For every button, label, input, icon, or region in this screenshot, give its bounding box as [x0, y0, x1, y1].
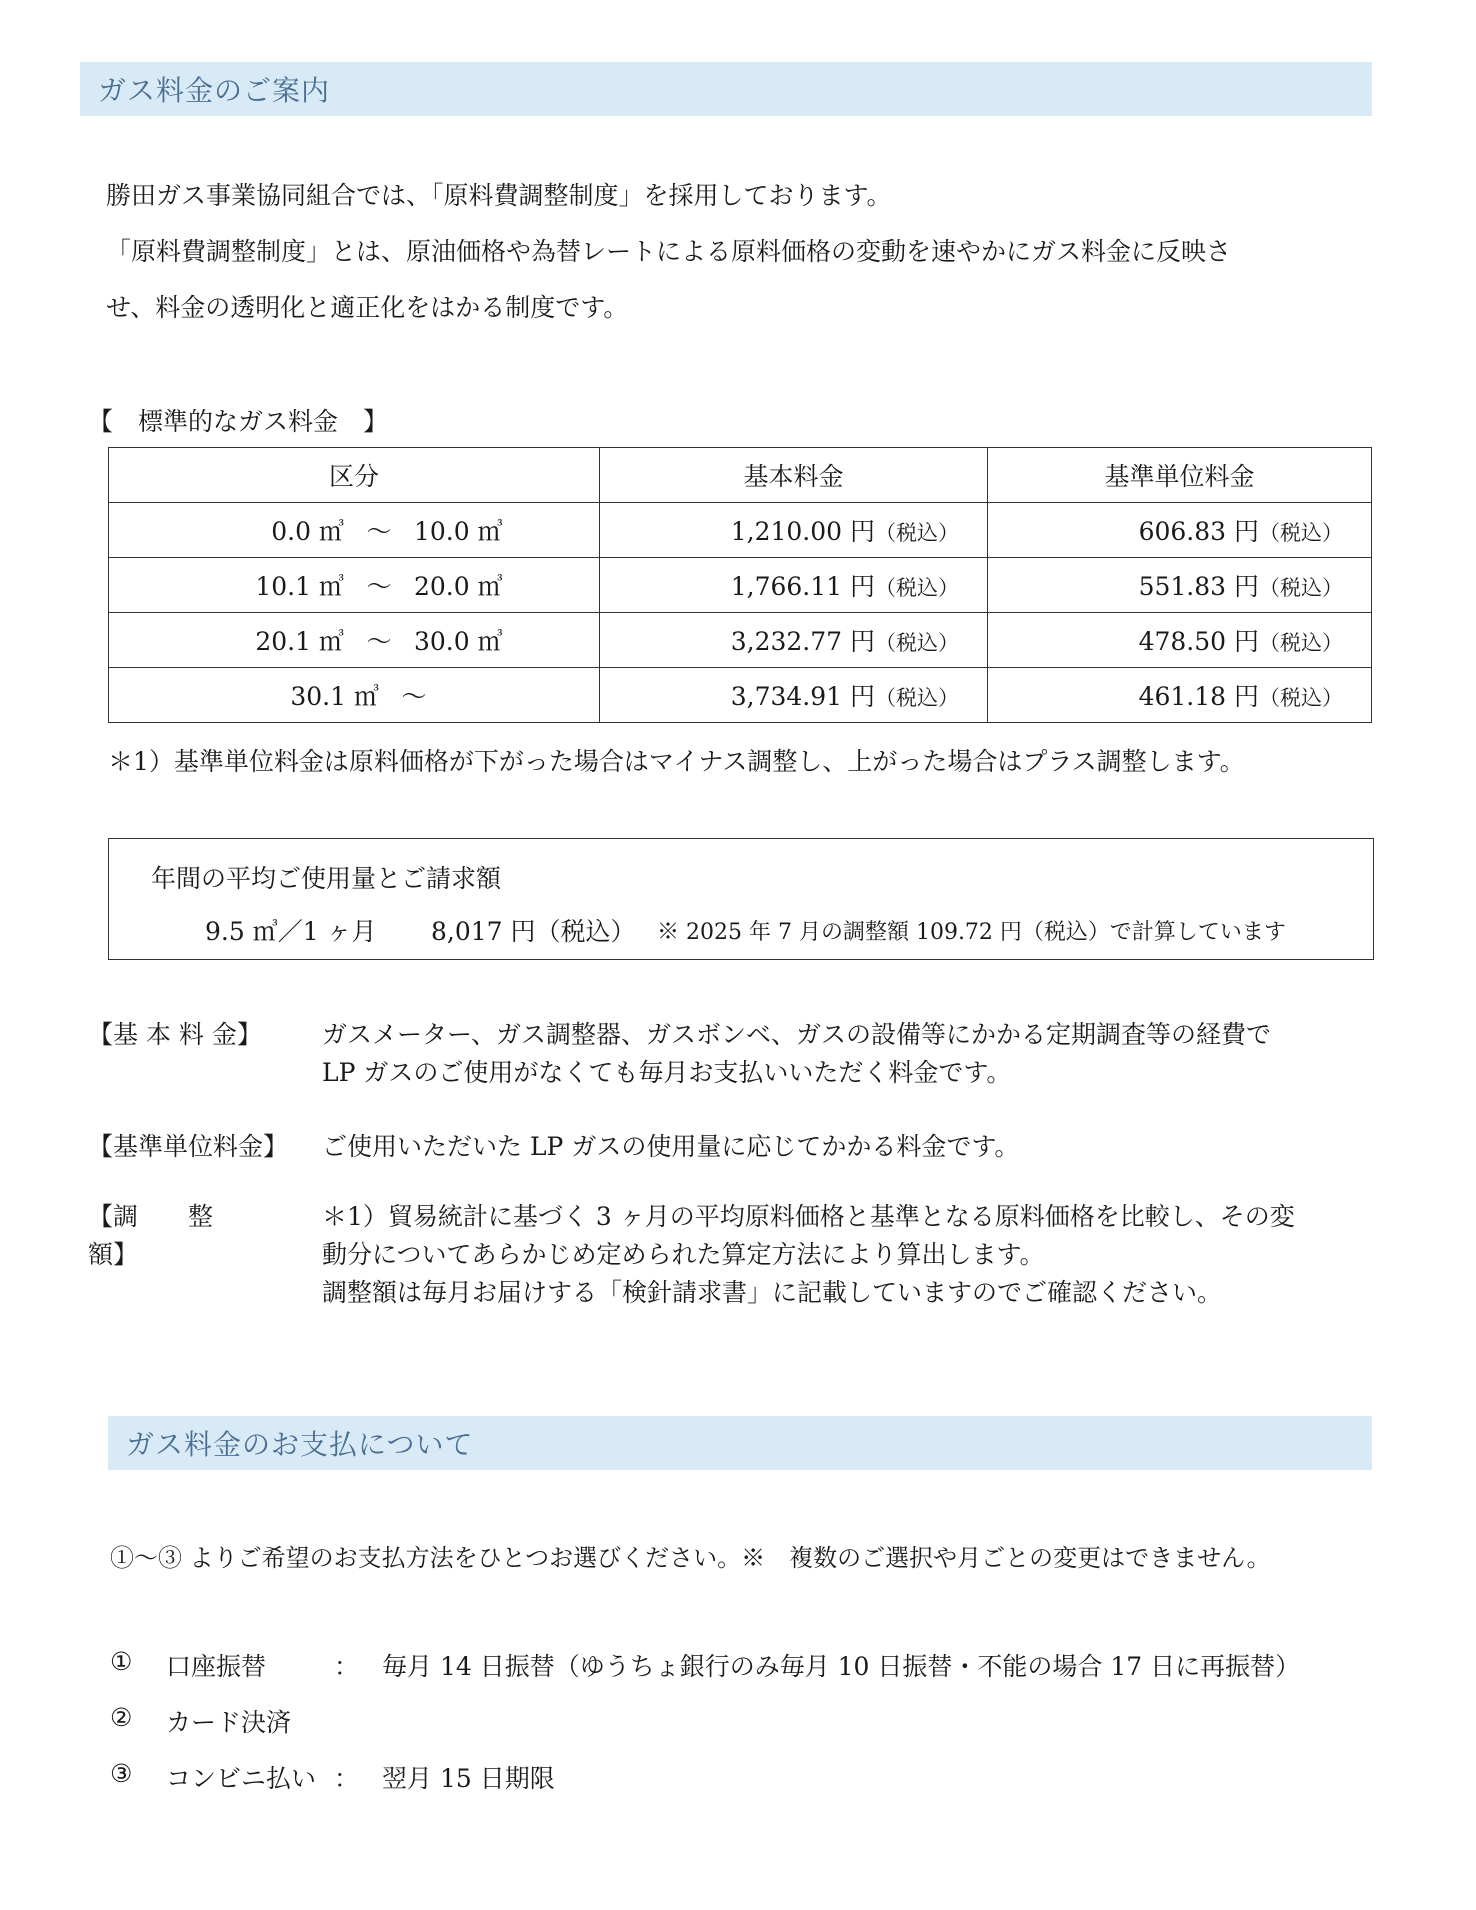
- def-line: LP ガスのご使用がなくても毎月お支払いいただく料金です。: [322, 1058, 1012, 1087]
- annual-remark: ※ 2025 年 7 月の調整額 109.72 円（税込）で計算しています: [657, 920, 1286, 945]
- range-tilde: ～: [366, 627, 392, 656]
- annual-usage-box: [108, 838, 1374, 960]
- tax-label: （税込）: [1259, 686, 1343, 710]
- unit-fee-cell: [988, 613, 1372, 668]
- annual-usage: 9.5 ㎥／1 ヶ月: [205, 917, 377, 946]
- intro-paragraph: [106, 168, 1366, 336]
- payment-item: [110, 1759, 1370, 1799]
- section-header-payment: [108, 1416, 1372, 1470]
- intro-line: 勝田ガス事業協同組合では、「原料費調整制度」を採用しております。: [106, 181, 892, 210]
- range-to: 30.0 ㎥: [414, 627, 503, 656]
- basic-fee-value: 3,232.77 円: [730, 627, 875, 656]
- range-tilde: ～: [366, 572, 392, 601]
- unit-fee-cell: [988, 558, 1372, 613]
- basic-fee-cell: [600, 668, 988, 723]
- section-title: ガス料金のお支払について: [126, 1428, 474, 1461]
- def-line: ＊1）貿易統計に基づく 3 ヶ月の平均原料価格と基準となる原料価格を比較し、その変: [322, 1202, 1295, 1231]
- range-cell: [109, 668, 600, 723]
- def-label-adjust: 【調 整 額】: [88, 1202, 264, 1269]
- header-unit-fee: 基準単位料金: [988, 448, 1372, 503]
- header-basic-fee: 基本料金: [600, 448, 988, 503]
- item-detail: 翌月 15 日期限: [382, 1764, 555, 1793]
- basic-fee-value: 3,734.91 円: [730, 682, 875, 711]
- range-to: 20.0 ㎥: [414, 572, 503, 601]
- basic-fee-cell: [600, 558, 988, 613]
- def-text-adjust: [322, 1198, 1382, 1312]
- basic-fee-cell: [600, 613, 988, 668]
- def-text-basic: [322, 1016, 1382, 1092]
- range-from: 20.1 ㎥: [255, 627, 344, 656]
- annual-amount: 8,017 円（税込）: [431, 917, 636, 946]
- def-label-unit: 【基準単位料金】: [88, 1132, 289, 1161]
- range-to: 10.0 ㎥: [414, 517, 503, 546]
- def-line: 動分についてあらかじめ定められた算定方法により算出します。: [322, 1240, 1045, 1269]
- table-row: [109, 668, 1372, 723]
- item-colon: ：: [334, 1764, 360, 1793]
- table-row: [109, 503, 1372, 558]
- range-tilde: ～: [401, 682, 427, 711]
- item-number: ②: [110, 1703, 133, 1732]
- range-cell: [109, 503, 600, 558]
- range-from: 30.1 ㎥: [290, 682, 379, 711]
- table-row: [109, 613, 1372, 668]
- item-detail: 毎月 14 日振替（ゆうちょ銀行のみ毎月 10 日振替・不能の場合 17 日に再振替）: [382, 1652, 1301, 1681]
- rates-table: [108, 447, 1372, 723]
- def-line: ガスメーター、ガス調整器、ガスボンベ、ガスの設備等にかかる定期調査等の経費で: [322, 1020, 1272, 1049]
- tax-label: （税込）: [1259, 521, 1343, 545]
- basic-fee-value: 1,766.11 円: [730, 572, 875, 601]
- tax-label: （税込）: [875, 686, 959, 710]
- payment-item: [110, 1703, 1370, 1743]
- intro-line: 「原料費調整制度」とは、原油価格や為替レートによる原料価格の変動を速やかにガス料金に反映さ: [106, 237, 1232, 266]
- def-line: ご使用いただいた LP ガスの使用量に応じてかかる料金です。: [322, 1132, 1020, 1161]
- header-category: 区分: [109, 448, 600, 503]
- table-header-row: [109, 448, 1372, 503]
- table-row: [109, 558, 1372, 613]
- range-cell: [109, 613, 600, 668]
- annual-title: 年間の平均ご使用量とご請求額: [151, 864, 502, 893]
- unit-fee-value: 478.50 円: [1138, 627, 1259, 656]
- rates-table-title: 【 標準的なガス料金 】: [88, 407, 389, 436]
- section-title: ガス料金のご案内: [98, 74, 331, 107]
- tax-label: （税込）: [875, 631, 959, 655]
- item-number: ①: [110, 1647, 133, 1676]
- unit-fee-value: 461.18 円: [1138, 682, 1259, 711]
- range-from: 0.0 ㎥: [271, 517, 344, 546]
- unit-fee-cell: [988, 503, 1372, 558]
- item-label: カード決済: [166, 1708, 292, 1737]
- range-from: 10.1 ㎥: [255, 572, 344, 601]
- basic-fee-value: 1,210.00 円: [730, 517, 875, 546]
- def-label-basic: 【基 本 料 金】: [88, 1020, 262, 1049]
- payment-intro: ①～③ よりご希望のお支払方法をひとつお選びください。※ 複数のご選択や月ごとの変更はできません。: [110, 1544, 1271, 1572]
- def-text-unit: [322, 1128, 1382, 1166]
- tax-label: （税込）: [875, 521, 959, 545]
- tax-label: （税込）: [1259, 631, 1343, 655]
- payment-item: [110, 1647, 1370, 1687]
- range-cell: [109, 558, 600, 613]
- item-colon: ：: [334, 1652, 360, 1681]
- unit-fee-cell: [988, 668, 1372, 723]
- section-header-gas-rates: [80, 62, 1372, 116]
- basic-fee-cell: [600, 503, 988, 558]
- item-label: 口座振替: [166, 1652, 267, 1681]
- item-number: ③: [110, 1759, 133, 1788]
- intro-line: せ、料金の透明化と適正化をはかる制度です。: [106, 293, 629, 322]
- unit-fee-value: 606.83 円: [1138, 517, 1259, 546]
- item-label: コンビニ払い: [166, 1764, 317, 1793]
- range-tilde: ～: [366, 517, 392, 546]
- rates-note: ＊1）基準単位料金は原料価格が下がった場合はマイナス調整し、上がった場合はプラス調整します。: [108, 747, 1245, 776]
- def-line: 調整額は毎月お届けする「検針請求書」に記載していますのでご確認ください。: [322, 1278, 1223, 1307]
- tax-label: （税込）: [875, 576, 959, 600]
- unit-fee-value: 551.83 円: [1138, 572, 1259, 601]
- tax-label: （税込）: [1259, 576, 1343, 600]
